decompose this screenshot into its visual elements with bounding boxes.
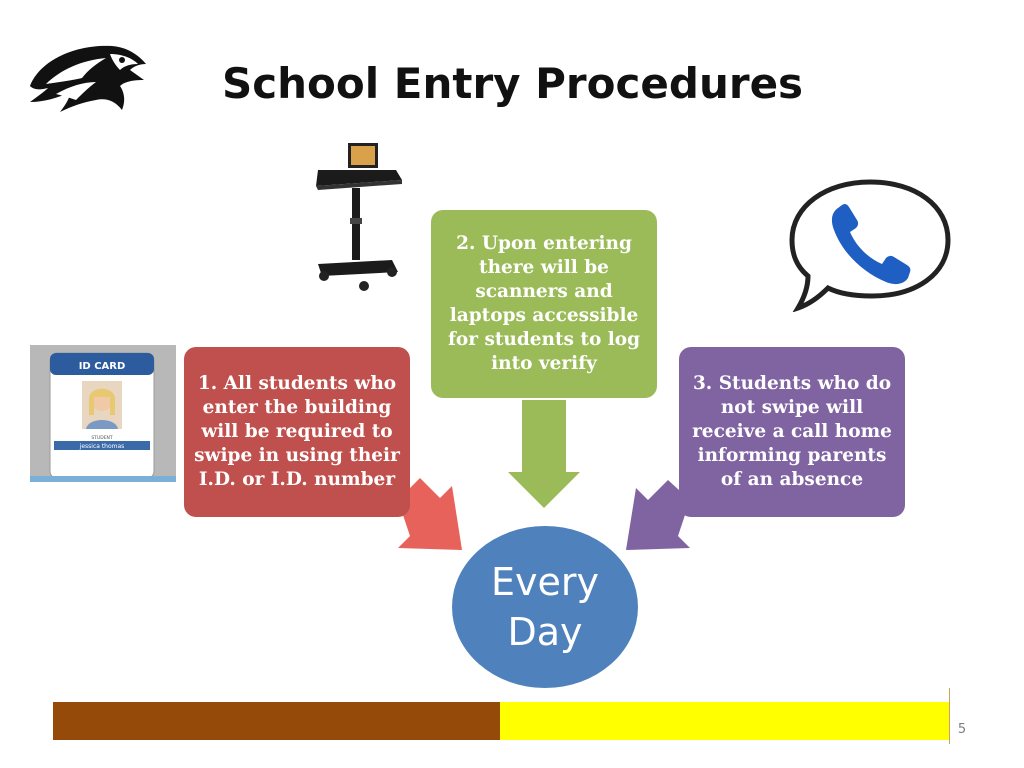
step-1-line: 1. All students who xyxy=(197,373,397,394)
phone-speech-bubble-icon xyxy=(786,176,954,312)
step-3-line: of an absence xyxy=(720,469,864,490)
step-3-line: not swipe will xyxy=(720,397,864,418)
step-3-box xyxy=(679,347,905,517)
step-1-line: I.D. or I.D. number xyxy=(198,469,396,490)
step-2-box xyxy=(431,210,657,398)
center-line: Every xyxy=(491,560,599,604)
every-day-circle xyxy=(452,526,638,688)
id-card-header: ID CARD xyxy=(78,361,126,372)
step-2-line: scanners and xyxy=(475,281,613,302)
step-2-line: into verify xyxy=(491,353,597,374)
step-3-line: 3. Students who do xyxy=(692,373,892,394)
page-number: 5 xyxy=(957,722,967,737)
podium-laptop-image xyxy=(288,140,424,300)
step-1-box xyxy=(184,347,410,517)
step-1-line: swipe in using their xyxy=(194,445,400,466)
arrow-green xyxy=(508,400,580,508)
step-1-line: enter the building xyxy=(202,397,392,418)
footer-bar-yellow xyxy=(500,702,949,740)
step-2-line: there will be xyxy=(479,257,609,278)
slide-title: School Entry Procedures xyxy=(222,59,804,108)
center-line: Day xyxy=(507,610,583,654)
step-2-line: 2. Upon entering xyxy=(456,233,632,254)
step-2-line: laptops accessible xyxy=(449,305,639,326)
footer-bar-brown xyxy=(53,702,500,740)
step-2-line: for students to log xyxy=(447,329,641,350)
eagle-logo-icon xyxy=(26,40,150,116)
step-3-line: receive a call home xyxy=(692,421,892,442)
step-1-line: will be required to xyxy=(201,421,393,442)
id-card-image xyxy=(30,345,176,482)
id-card-name: jessica thomas xyxy=(79,443,125,450)
id-card-role: STUDENT xyxy=(91,436,113,441)
step-3-line: informing parents xyxy=(697,445,887,466)
